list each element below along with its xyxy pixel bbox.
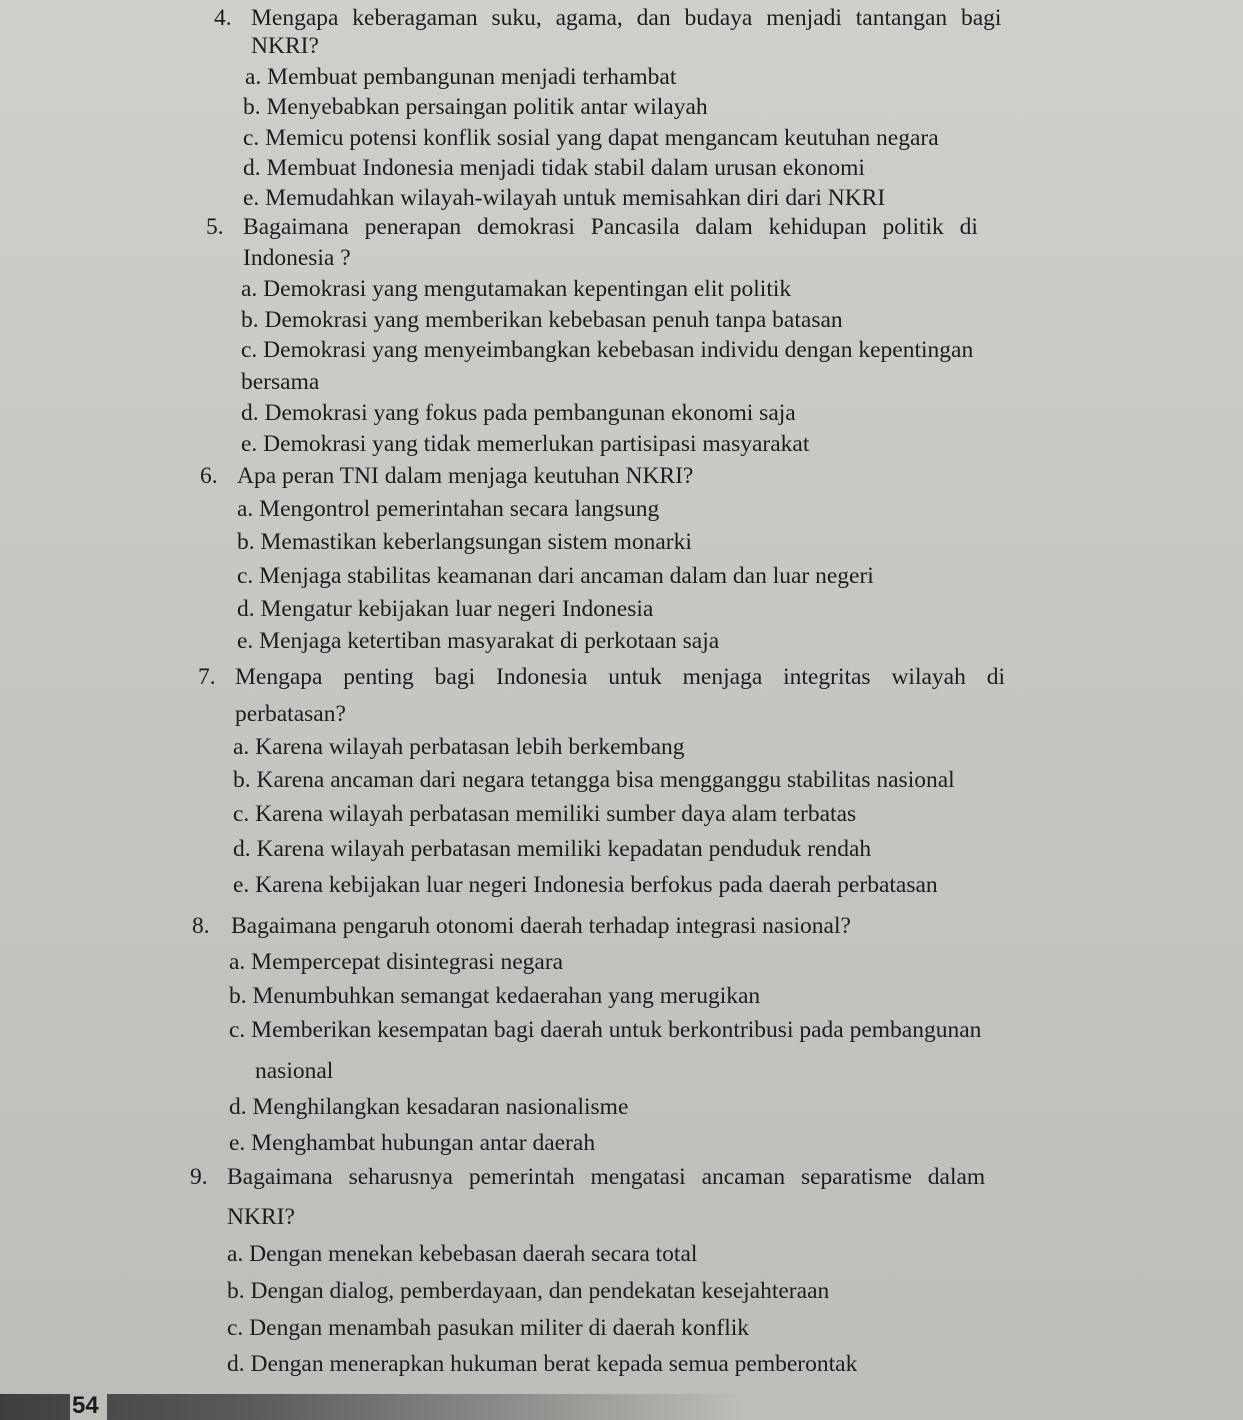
question-5-number: 5. xyxy=(206,214,224,240)
question-6-text: Apa peran TNI dalam menjaga keutuhan NKRI? xyxy=(237,463,694,489)
question-6-option-d: d. Mengatur kebijakan luar negeri Indonesia xyxy=(237,596,654,622)
question-4-option-c: c. Memicu potensi konflik sosial yang dapat mengancam keutuhan negara xyxy=(243,125,939,151)
question-7-option-d: d. Karena wilayah perbatasan memiliki kepadatan penduduk rendah xyxy=(233,836,872,862)
question-4-option-d: d. Membuat Indonesia menjadi tidak stabil dalam urusan ekonomi xyxy=(243,155,865,181)
question-4-option-b: b. Menyebabkan persaingan politik antar wilayah xyxy=(243,94,708,120)
question-8-option-c: c. Memberikan kesempatan bagi daerah untuk berkontribusi pada pembangunan xyxy=(229,1017,982,1043)
question-5-option-b: b. Demokrasi yang memberikan kebebasan penuh tanpa batasan xyxy=(241,307,843,333)
question-7-option-a: a. Karena wilayah perbatasan lebih berkembang xyxy=(233,734,685,760)
question-8-text: Bagaimana pengaruh otonomi daerah terhadap integrasi nasional? xyxy=(231,913,851,939)
question-4-option-e: e. Memudahkan wilayah-wilayah untuk memisahkan diri dari NKRI xyxy=(243,185,886,211)
question-9-option-b: b. Dengan dialog, pemberdayaan, dan pendekatan kesejahteraan xyxy=(227,1278,830,1304)
question-8-option-a: a. Mempercepat disintegrasi negara xyxy=(229,949,564,975)
question-9-option-d: d. Dengan menerapkan hukuman berat kepada semua pemberontak xyxy=(227,1351,858,1377)
question-5-option-e: e. Demokrasi yang tidak memerlukan partisipasi masyarakat xyxy=(241,431,810,457)
question-6-number: 6. xyxy=(200,463,218,489)
question-4-text: Mengapa keberagaman suku, agama, dan budaya menjadi tantangan bagi xyxy=(251,5,1002,31)
question-7-option-b: b. Karena ancaman dari negara tetangga bisa mengganggu stabilitas nasional xyxy=(233,767,955,793)
question-5-option-d: d. Demokrasi yang fokus pada pembangunan ekonomi saja xyxy=(241,400,796,426)
question-9-option-a: a. Dengan menekan kebebasan daerah secara total xyxy=(227,1241,698,1267)
question-7-option-e: e. Karena kebijakan luar negeri Indonesia berfokus pada daerah perbatasan xyxy=(233,872,938,898)
question-6-option-b: b. Memastikan keberlangsungan sistem monarki xyxy=(237,529,692,555)
question-7-option-c: c. Karena wilayah perbatasan memiliki sumber daya alam terbatas xyxy=(233,801,857,827)
question-8-option-c-cont: nasional xyxy=(255,1058,334,1084)
question-4-number: 4. xyxy=(214,5,232,31)
question-5-text: Bagaimana penerapan demokrasi Pancasila dalam kehidupan politik di xyxy=(243,214,978,240)
question-6-option-e: e. Menjaga ketertiban masyarakat di perkotaan saja xyxy=(237,628,720,654)
page-bottom-shadow xyxy=(0,1394,1243,1420)
question-7-number: 7. xyxy=(198,664,216,690)
question-5-option-c: c. Demokrasi yang menyeimbangkan kebebasan individu dengan kepentingan xyxy=(241,337,974,363)
question-8-number: 8. xyxy=(192,913,210,939)
question-7-text: Mengapa penting bagi Indonesia untuk menjaga integritas wilayah di xyxy=(235,664,1005,690)
question-9-text-cont: NKRI? xyxy=(227,1204,295,1230)
question-4-text-cont: NKRI? xyxy=(251,33,319,59)
question-9-text: Bagaimana seharusnya pemerintah mengatasi ancaman separatisme dalam xyxy=(227,1164,986,1190)
question-5-option-a: a. Demokrasi yang mengutamakan kepentingan elit politik xyxy=(241,276,792,302)
question-9-option-c: c. Dengan menambah pasukan militer di daerah konflik xyxy=(227,1315,750,1341)
question-6-option-c: c. Menjaga stabilitas keamanan dari ancaman dalam dan luar negeri xyxy=(237,563,874,589)
question-6-option-a: a. Mengontrol pemerintahan secara langsung xyxy=(237,496,660,522)
question-5-option-c-cont: bersama xyxy=(241,369,320,395)
question-8-option-e: e. Menghambat hubungan antar daerah xyxy=(229,1130,596,1156)
question-7-text-cont: perbatasan? xyxy=(235,701,346,727)
question-8-option-b: b. Menumbuhkan semangat kedaerahan yang merugikan xyxy=(229,983,761,1009)
page-number: 54 xyxy=(70,1392,107,1420)
question-4-option-a: a. Membuat pembangunan menjadi terhambat xyxy=(245,64,677,90)
question-9-number: 9. xyxy=(190,1164,208,1190)
question-5-text-cont: Indonesia ? xyxy=(243,245,351,271)
question-8-option-d: d. Menghilangkan kesadaran nasionalisme xyxy=(229,1094,629,1120)
